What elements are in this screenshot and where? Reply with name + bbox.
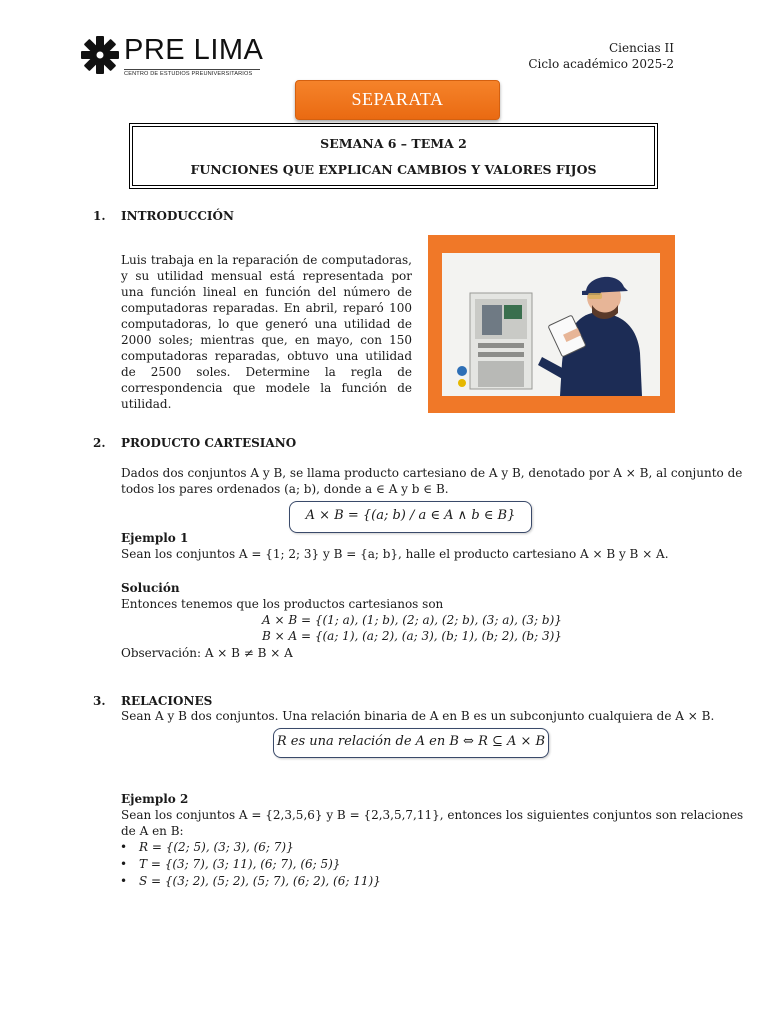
week-topic: SEMANA 6 – TEMA 2 (320, 136, 467, 151)
brand-name: PRE LIMA (124, 34, 264, 66)
cartesian-definition-line1: Dados dos conjuntos A y B, se llama producto cartesiano de A y B, denotado por A × B, al conjunto de (121, 466, 743, 480)
solution-title: Solución (121, 581, 180, 595)
title-box (129, 123, 658, 189)
bullet-icon: • (120, 874, 128, 888)
relation-item: R = {(2; 5), (3; 3), (6; 7)} (139, 840, 294, 854)
section-number: 2. (93, 436, 106, 450)
academic-cycle: Ciclo académico 2025-2 (528, 57, 674, 71)
example-1-text: Sean los conjuntos A = {1; 2; 3} y B = {a; b}, halle el producto cartesiano A × B y B × A. (121, 547, 669, 561)
example-1-title: Ejemplo 1 (121, 531, 189, 545)
header-course-info (528, 40, 674, 72)
relation-formula-box (273, 728, 549, 758)
bullet-icon: • (120, 857, 128, 871)
course-name: Ciencias II (608, 41, 674, 55)
relation-definition: Sean A y B dos conjuntos. Una relación binaria de A en B es un subconjunto cualquiera de A × B. (121, 709, 715, 723)
product-b-times-a: B × A = {(a; 1), (a; 2), (a; 3), (b; 1), (b; 2), (b; 3)} (262, 629, 562, 643)
section-title-relations: RELACIONES (121, 694, 213, 708)
section-number: 1. (93, 209, 106, 223)
solution-text: Entonces tenemos que los productos cartesianos son (121, 597, 444, 611)
topic-title: FUNCIONES QUE EXPLICAN CAMBIOS Y VALORES FIJOS (190, 162, 597, 177)
brand-divider (124, 69, 260, 70)
example-2-line1: Sean los conjuntos A = {2,3,5,6} y B = {2,3,5,7,11}, entonces los siguientes conjuntos son relaciones (121, 808, 744, 822)
section-number: 3. (93, 694, 106, 708)
cartesian-definition-line2: todos los pares ordenados (a; b), donde a ∈ A y b ∈ B. (121, 482, 449, 496)
relation-item: T = {(3; 7), (3; 11), (6; 7), (6; 5)} (139, 857, 341, 871)
product-a-times-b: A × B = {(1; a), (1; b), (2; a), (2; b), (3; a), (3; b)} (262, 613, 562, 627)
cartesian-formula-box (289, 501, 532, 533)
relation-item: S = {(3; 2), (5; 2), (5; 7), (6; 2), (6; 11)} (139, 874, 381, 888)
example-2-line2: de A en B: (121, 824, 184, 838)
cartesian-formula: A × B = {(a; b) / a ∈ A ∧ b ∈ B} (305, 508, 516, 523)
brand-subtitle: CENTRO DE ESTUDIOS PREUNIVERSITARIOS (124, 71, 253, 77)
example-2-title: Ejemplo 2 (121, 792, 189, 806)
intro-paragraph: Luis trabaja en la reparación de computadoras, y su utilidad mensual está representada por una función lineal en función del número de computadoras reparadas. En abril, reparó 100 computadoras, lo que generó una utilidad de 2000 soles; mientras que, en mayo, con 150 computadoras reparadas, obtuvo una utilidad de 2500 soles. Determine la regla de correspondencia que modele la función de utilidad. (121, 253, 412, 411)
observation: Observación: A × B ≠ B × A (121, 646, 293, 660)
section-title-intro: INTRODUCCIÓN (121, 209, 234, 223)
section-title-cartesian: PRODUCTO CARTESIANO (121, 436, 297, 450)
technician-photo (428, 235, 675, 413)
bullet-icon: • (120, 840, 128, 854)
relation-formula: R es una relación de A en B ⇔ R ⊆ A × B (276, 734, 546, 749)
separata-badge: SEPARATA (295, 80, 500, 120)
star-logo-icon (78, 33, 122, 77)
technician-illustration (442, 253, 660, 396)
